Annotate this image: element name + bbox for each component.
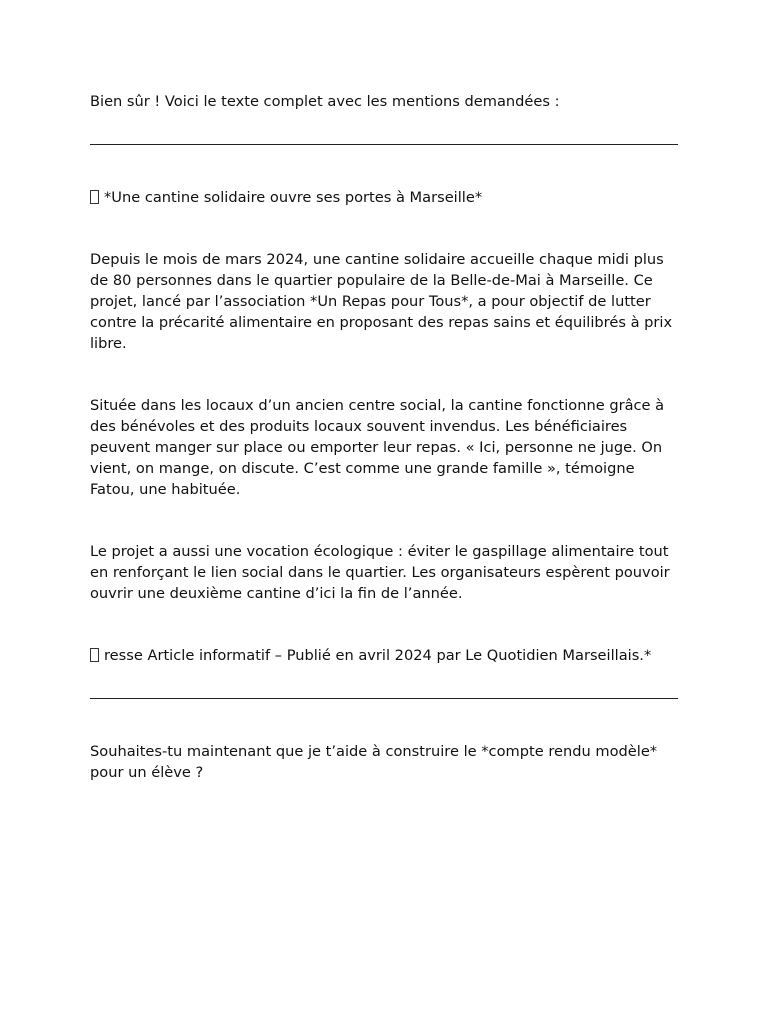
article-source xyxy=(90,645,678,666)
missing-glyph-icon xyxy=(90,190,99,204)
intro-text: Bien sûr ! Voici le texte complet avec les mentions demandées : xyxy=(90,93,560,110)
missing-glyph-icon xyxy=(90,648,99,662)
article-source-text: resse Article informatif – Publié en avril 2024 par Le Quotidien Marseillais.* xyxy=(104,647,652,664)
closing-question: Souhaites-tu maintenant que je t’aide à construire le *compte rendu modèle* pour un élève ? xyxy=(90,743,658,781)
article-paragraph-1: Depuis le mois de mars 2024, une cantine solidaire accueille chaque midi plus de 80 personnes dans le quartier populaire de la Belle-de-Mai à Marseille. Ce projet, lancé par l’association *Un Repas pour Tous*, a pour objectif de lutter contre la précarité alimentaire en proposant des repas sains et équilibrés à prix libre. xyxy=(90,251,673,352)
document-body xyxy=(90,91,678,783)
article-paragraph-2: Située dans les locaux d’un ancien centre social, la cantine fonctionne grâce à des bénévoles et des produits locaux souvent invendus. Les bénéficiaires peuvent manger sur place ou emporter leur repas. « Ici, personne ne juge. On vient, on mange, on discute. C’est comme une grande famille », témoigne Fatou, une habituée. xyxy=(90,397,665,498)
article-paragraph-3: Le projet a aussi une vocation écologique : éviter le gaspillage alimentaire tout en renforçant le lien social dans le quartier. Les organisateurs espèrent pouvoir ouvrir une deuxième cantine d’ici la fin de l’année. xyxy=(90,543,670,602)
article-title-text: *Une cantine solidaire ouvre ses portes à Marseille* xyxy=(104,189,483,206)
article-title xyxy=(90,187,678,208)
